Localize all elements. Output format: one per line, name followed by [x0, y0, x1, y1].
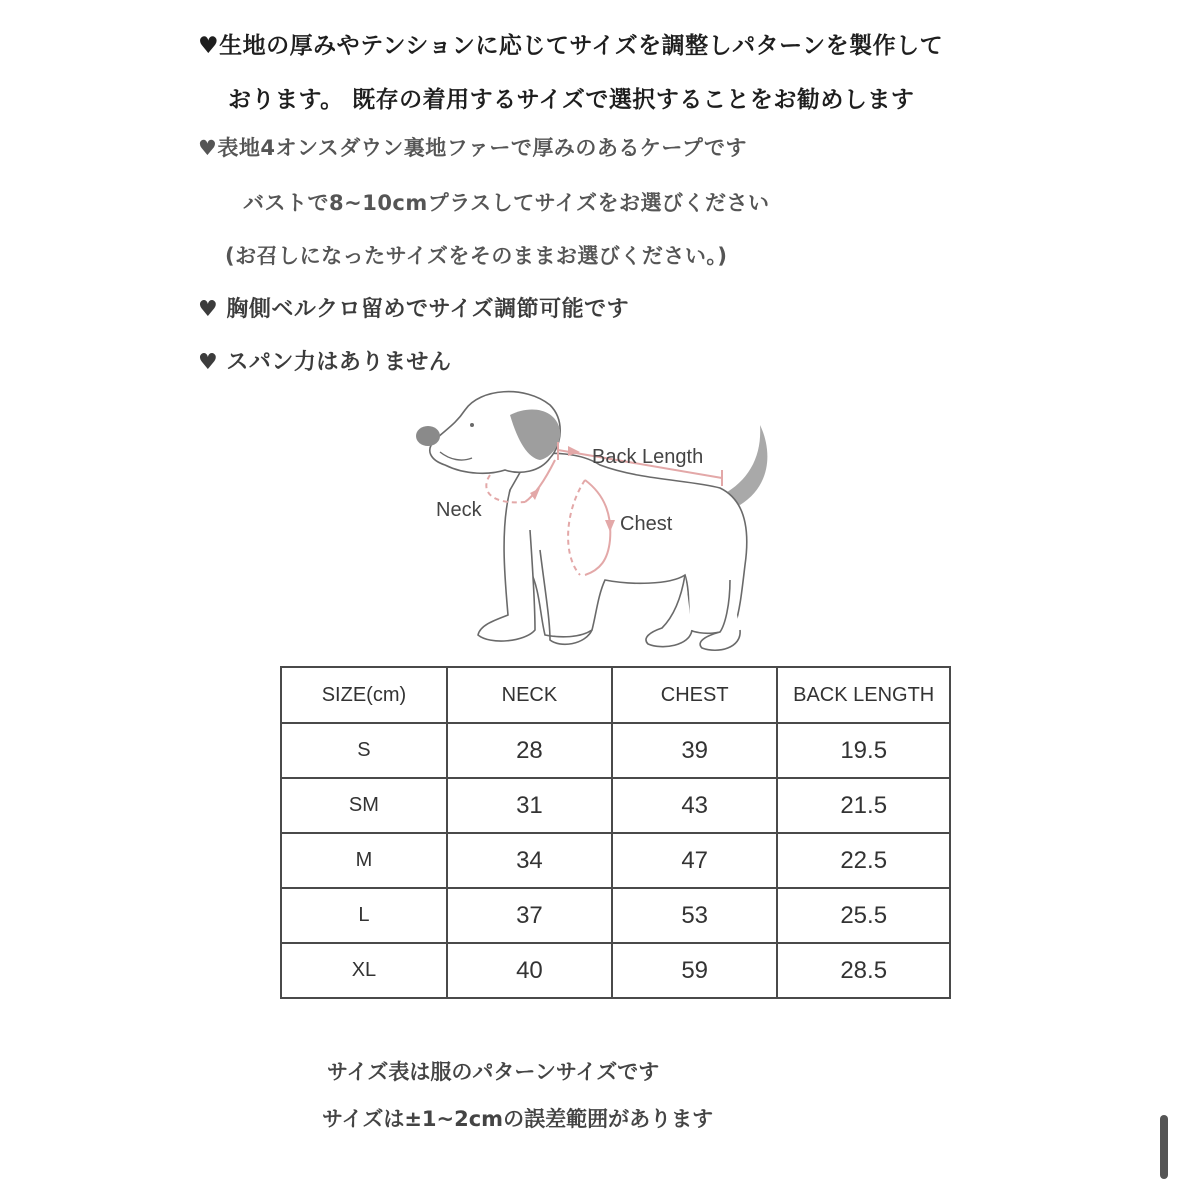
- note-line-7: ♥ スパン力はありません: [198, 350, 452, 375]
- table-row: [281, 778, 950, 833]
- note-line-2: おります。 既存の着用するサイズで選択することをお勧めします: [228, 87, 915, 113]
- header-back-length: BACK LENGTH: [777, 667, 950, 723]
- table-row: [281, 833, 950, 888]
- cell-size: M: [281, 833, 447, 888]
- cell-back-length: 25.5: [777, 888, 950, 943]
- cell-size: XL: [281, 943, 447, 998]
- dog-body: [510, 453, 747, 636]
- table-row: [281, 943, 950, 998]
- cell-chest: 39: [612, 723, 777, 778]
- note-line-4: バストで8~10cmプラスしてサイズをお選びください: [243, 191, 770, 215]
- note-line-3: ♥表地4オンスダウン裏地ファーで厚みのあるケープです: [198, 136, 747, 160]
- cell-neck: 37: [447, 888, 612, 943]
- size-chart-table: [280, 666, 951, 999]
- table-header-row: [281, 667, 950, 723]
- cell-back-length: 19.5: [777, 723, 950, 778]
- bottom-note-1: サイズ表は服のパターンサイズです: [327, 1060, 660, 1084]
- note-line-1: ♥生地の厚みやテンションに応じてサイズを調整しパターンを製作して: [198, 33, 944, 59]
- vertical-scrollbar[interactable]: [1160, 1115, 1168, 1179]
- cell-size: L: [281, 888, 447, 943]
- note-line-5: (お召しになったサイズをそのままお選びください。): [225, 244, 728, 268]
- cell-size: SM: [281, 778, 447, 833]
- dog-illustration: [400, 380, 800, 665]
- cell-size: S: [281, 723, 447, 778]
- table-row: [281, 723, 950, 778]
- neck-label: Neck: [436, 499, 482, 521]
- note-line-6: ♥ 胸側ベルクロ留めでサイズ調節可能です: [198, 297, 630, 322]
- cell-chest: 53: [612, 888, 777, 943]
- dog-measurement-diagram: [400, 380, 800, 665]
- cell-chest: 59: [612, 943, 777, 998]
- cell-back-length: 28.5: [777, 943, 950, 998]
- dog-nose: [416, 426, 440, 446]
- cell-back-length: 21.5: [777, 778, 950, 833]
- cell-back-length: 22.5: [777, 833, 950, 888]
- dog-back-leg: [646, 575, 692, 647]
- cell-neck: 28: [447, 723, 612, 778]
- cell-neck: 31: [447, 778, 612, 833]
- cell-chest: 43: [612, 778, 777, 833]
- cell-neck: 40: [447, 943, 612, 998]
- cell-neck: 34: [447, 833, 612, 888]
- table-row: [281, 888, 950, 943]
- header-chest: CHEST: [612, 667, 777, 723]
- chest-label: Chest: [620, 513, 673, 535]
- back-length-label: Back Length: [592, 446, 704, 468]
- header-size: SIZE(cm): [281, 667, 447, 723]
- cell-chest: 47: [612, 833, 777, 888]
- bottom-note-2: サイズは±1~2cmの誤差範囲があります: [322, 1107, 714, 1131]
- header-neck: NECK: [447, 667, 612, 723]
